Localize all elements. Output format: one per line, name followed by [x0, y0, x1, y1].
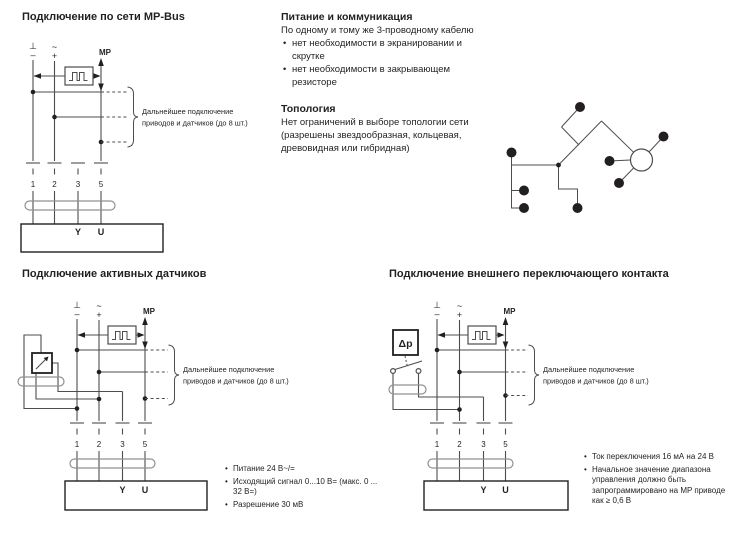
junction-dot	[435, 348, 440, 353]
plus-symbol: +	[51, 51, 58, 61]
ac-symbol: ~	[51, 42, 58, 52]
node-dot	[519, 186, 529, 196]
switch-contact-notes	[583, 452, 731, 509]
note-item: • Исходящий сигнал 0...10 В= (макс. 0 ... 32 В=)	[224, 477, 384, 498]
mp-label: MP	[503, 307, 516, 316]
device-leads	[437, 451, 506, 481]
junction-dot	[31, 90, 36, 95]
right-arrow-icon	[498, 332, 505, 338]
ac-symbol: ~	[96, 301, 102, 311]
mp-down-arrow-icon	[142, 342, 148, 350]
ac-symbol: ~	[456, 301, 463, 311]
active-sensors-notes	[224, 464, 384, 512]
junction-dot	[457, 370, 462, 375]
mp-label: MP	[99, 48, 111, 57]
device-leads	[33, 191, 101, 224]
terminal-breaks	[430, 423, 513, 435]
output-y-label: Y	[480, 485, 487, 495]
topology-body: Нет ограничений в выборе топологии сети (разрешены звездообразная, кольцевая, древовидная или гибридная)	[281, 117, 469, 154]
contact-terminal-icon	[391, 369, 396, 374]
left-arrow-icon	[34, 73, 42, 79]
terminal-numbers	[435, 440, 509, 449]
node-dot	[614, 178, 624, 188]
terminal-number: 3	[75, 180, 81, 189]
brace-label-line2: приводов и датчиков (до 8 шт.)	[543, 376, 649, 386]
bullet-item: • нет необходимости в закрывающем резисторе	[281, 63, 483, 89]
terminal-numbers	[31, 180, 104, 189]
minus-symbol: –	[30, 50, 36, 60]
terminal-number: 1	[434, 440, 440, 449]
brace-icon	[529, 345, 540, 405]
output-y-label: Y	[74, 227, 82, 237]
terminal-number: 5	[142, 440, 148, 449]
terminal-number: 1	[30, 180, 36, 189]
mp-down-arrow-icon	[98, 84, 104, 92]
note-item: • Ток переключения 16 мА на 24 В	[583, 452, 731, 463]
active-sensors-section-title: Подключение активных датчиков	[22, 268, 207, 280]
junction-dot	[97, 370, 102, 375]
mp-up-arrow-icon	[142, 317, 148, 325]
terminal-number: 3	[120, 440, 125, 449]
daisy-chain-stubs	[506, 350, 529, 396]
note-item: • Начальное значение диапазона управления должно быть запрограммировано на MP приводе как ≥ 0,6 В	[583, 465, 731, 507]
node-dot	[507, 148, 517, 158]
actuator-box	[424, 481, 568, 510]
junction-dot	[52, 115, 57, 120]
sensor-cable-sleeve	[18, 377, 64, 386]
junction-dot	[457, 407, 462, 412]
node-dot	[519, 203, 529, 213]
node-dot	[605, 156, 615, 166]
hub-ring-node	[631, 149, 653, 171]
mp-bus-wiring-diagram	[18, 33, 270, 257]
device-leads	[77, 451, 145, 481]
network-topology-diagram	[500, 95, 682, 222]
notes-list	[583, 452, 731, 507]
junction-dot	[75, 348, 80, 353]
actuator-box	[65, 481, 207, 510]
terminal-number: 1	[74, 440, 80, 449]
daisy-chain-stubs	[145, 350, 168, 399]
plus-symbol: +	[456, 310, 463, 320]
ground-symbol: ⊥	[433, 300, 441, 310]
minus-symbol: –	[434, 309, 440, 319]
power-comm-bullet-list	[281, 37, 483, 89]
cable-sleeve	[428, 459, 513, 468]
switch-contact-section-title: Подключение внешнего переключающего контакта	[389, 268, 669, 280]
delta-p-label: Δp	[398, 338, 413, 350]
wire-top-labels	[433, 300, 516, 320]
terminal-breaks	[26, 163, 108, 175]
mp-up-arrow-icon	[98, 58, 104, 66]
right-arrow-icon	[138, 332, 145, 338]
terminal-number: 3	[481, 440, 486, 449]
actuator-box	[21, 224, 163, 252]
notes-list	[224, 464, 384, 510]
terminal-number: 5	[98, 180, 104, 189]
minus-symbol: –	[74, 309, 80, 319]
output-u-label: U	[502, 485, 509, 495]
terminal-number: 5	[503, 440, 508, 449]
mp-bus-section-title: Подключение по сети MP-Bus	[22, 11, 185, 23]
plus-symbol: +	[96, 310, 102, 320]
junction-dot	[75, 406, 80, 411]
left-arrow-icon	[78, 332, 86, 338]
terminal-breaks	[70, 423, 152, 435]
power-comm-heading: Питание и коммуникация	[281, 11, 413, 23]
node-dot	[575, 102, 585, 112]
mp-down-arrow-icon	[503, 342, 509, 350]
ground-symbol: ⊥	[73, 300, 81, 310]
wire-top-labels	[73, 300, 156, 320]
sensor-cable-sleeve	[389, 385, 426, 394]
daisy-chain-stubs	[101, 92, 127, 142]
topology-heading: Топология	[281, 103, 336, 115]
power-communication-block	[281, 11, 505, 155]
terminal-number: 2	[96, 440, 102, 449]
brace-label-line1: Дальнейшее подключение	[183, 365, 275, 374]
ground-symbol: ⊥	[29, 41, 37, 51]
wire-top-labels	[29, 41, 112, 61]
mp-up-arrow-icon	[503, 317, 509, 325]
terminal-number: 2	[52, 180, 57, 189]
brace-label-line1: Дальнейшее подключение	[543, 365, 635, 374]
node-dot	[659, 132, 669, 142]
terminal-numbers	[75, 440, 148, 449]
terminal-number: 2	[457, 440, 462, 449]
output-u-label: U	[97, 227, 105, 237]
power-comm-intro: По одному и тому же 3-проводному кабелю	[281, 25, 474, 36]
output-u-label: U	[141, 485, 149, 495]
mp-label: MP	[143, 307, 155, 316]
output-y-label: Y	[119, 485, 126, 495]
bullet-item: • нет необходимости в экранировании и скрутке	[281, 37, 483, 63]
brace-icon	[128, 87, 139, 147]
junction-dot	[556, 163, 561, 168]
left-arrow-icon	[438, 332, 446, 338]
brace-label-line2: приводов и датчиков (до 8 шт.)	[142, 118, 248, 128]
junction-dot	[97, 397, 102, 402]
node-dot	[573, 203, 583, 213]
brace-label-line2: приводов и датчиков (до 8 шт.)	[183, 376, 289, 386]
contact-terminal-icon	[416, 369, 421, 374]
cable-sleeve	[70, 459, 155, 468]
note-item: • Питание 24 В~/=	[224, 464, 384, 475]
right-arrow-icon	[94, 73, 101, 79]
topology-nodes	[507, 102, 669, 213]
brace-label-line1: Дальнейшее подключение	[142, 107, 234, 116]
brace-icon	[169, 345, 180, 405]
note-item: • Разрешение 30 мВ	[224, 500, 384, 511]
